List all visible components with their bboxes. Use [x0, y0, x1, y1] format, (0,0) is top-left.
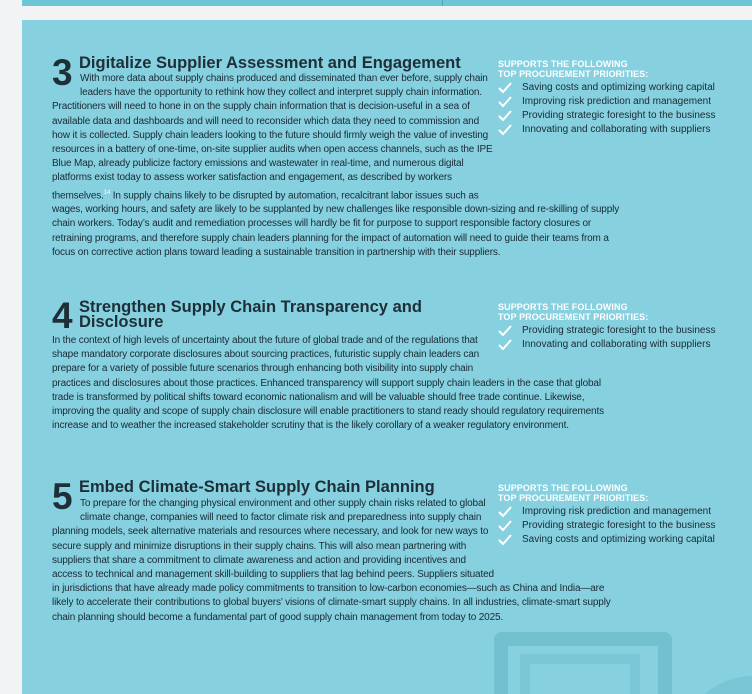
checkmark-icon: [498, 520, 512, 532]
section-5-priorities-heading: [498, 484, 752, 503]
checkmark-icon: [498, 96, 512, 108]
section-3-body-text-continued: In supply chains likely to be disrupted by automation, recalcitrant labor issues such as wages, working hours, and safety are likely to be supplanted by new challenges like responsible down-sizing and re-skilling of supply chain workers. Today’s audit and remediation processes will hardly be fit for purpose to support responsible factory closures or retraining programs, and therefore supply chain leaders planning for the impact of automation will need to guide their teams from a focus on corrective action plans toward leading a sustainable transition in partnership with their suppliers.: [52, 189, 620, 258]
priority-item: [498, 109, 752, 123]
priority-item: [498, 505, 752, 519]
section-5-title: Embed Climate-Smart Supply Chain Planning: [79, 478, 435, 496]
priority-label: Saving costs and optimizing working capital: [522, 534, 715, 545]
priority-label: Providing strategic foresight to the business: [522, 110, 716, 121]
section-3-priorities: [498, 60, 752, 137]
section-5-number: 5: [52, 476, 73, 517]
section-3-priority-list: [498, 81, 752, 137]
priority-label: Innovating and collaborating with suppliers: [522, 124, 711, 135]
previous-page-strip: [22, 0, 752, 6]
priority-item: [498, 95, 752, 109]
footnote-marker: 14: [103, 189, 111, 196]
priority-label: Providing strategic foresight to the business: [522, 520, 716, 531]
priority-item: [498, 519, 752, 533]
priorities-heading-line2: TOP PROCUREMENT PRIORITIES:: [498, 68, 649, 79]
section-4-title-line2: Disclosure: [79, 313, 164, 331]
section-4-priorities-heading: [498, 303, 752, 322]
priority-item: [498, 338, 752, 352]
priority-label: Improving risk prediction and management: [522, 506, 711, 517]
checkmark-icon: [498, 506, 512, 518]
section-4-number: 4: [52, 295, 73, 336]
priorities-heading-line1: SUPPORTS THE FOLLOWING: [498, 302, 628, 312]
priorities-heading-line2: TOP PROCUREMENT PRIORITIES:: [498, 492, 649, 503]
section-4-body-text: In the context of high levels of uncertainty about the future of global trade and of the regulations that shape mandatory corporate disclosures about sourcing practices, futuristic supply chain leaders can prepare for a variety of possible future scenarios through enhancing both visibility into supply chain practices and disclosures about those practices. Enhanced transparency will support supply chain leaders in the case that global trade is transformed by political shifts toward economic nationalism and will be valuable should free trade continue. Likewise, improving the quality and scope of supply chain disclosure will enable practitioners to stand ready should regulatory requirements increase and to weather the increased stakeholder scrutiny that is the likely corollary of a weaker regulatory environment.: [52, 335, 604, 432]
checkmark-icon: [498, 339, 512, 351]
section-3-title: Digitalize Supplier Assessment and Engagement: [79, 54, 461, 72]
section-4-title-line1: Strengthen Supply Chain Transparency and: [79, 298, 422, 316]
section-3-priorities-heading: [498, 60, 752, 79]
priority-item: [498, 123, 752, 137]
checkmark-icon: [498, 124, 512, 136]
priorities-heading-line2: TOP PROCUREMENT PRIORITIES:: [498, 311, 649, 322]
priority-label: Providing strategic foresight to the business: [522, 325, 716, 336]
priority-label: Improving risk prediction and management: [522, 96, 711, 107]
section-3-body-text: With more data about supply chains produced and disseminated than ever before, supply chain leaders have the opportunity to rethink how they collect and interpret supply chain information. Practitioners will need to hone in on the supply chain information that is decision-useful in a sea of available data and dashboards and will need to reconsider which data they need to commission and how it is collected. Supply chain leaders looking to the future should firmly weigh the value of investing resources in a battery of one-time, on-site supplier audits when open access channels, such as the IPE Blue Map, already publicize factory emissions and wastewater in real-time, and numerous digital platforms exist today to assess worker satisfaction and engagement, as described by workers themselves.: [52, 73, 493, 201]
section-3-number: 3: [52, 52, 73, 93]
checkmark-icon: [498, 325, 512, 337]
section-4-priority-list: [498, 324, 752, 352]
section-5-priority-list: [498, 505, 752, 547]
priority-item: [498, 324, 752, 338]
section-5-priorities: [498, 484, 752, 547]
priority-label: Saving costs and optimizing working capital: [522, 82, 715, 93]
section-4-title: [79, 300, 422, 330]
checkmark-icon: [498, 82, 512, 94]
section-5-body-text: To prepare for the changing physical environment and other supply chain risks related to global climate change, companies will need to factor climate risk and preparedness into supply chain planning models, seek alternative materials and resources where necessary, and look for new ways to secure supply and minimize disruptions in their supply chains. This will also mean partnering with suppliers that share a commitment to climate awareness and action and providing incentives and access to technical and management skill-building to suppliers that lag behind peers. Suppliers situated in jurisdictions that have already made policy commitments to transition to low-carbon economies—such as China and India—are likely to accelerate their contributions to global buyers’ visions of climate-smart supply chains. In all industries, climate-smart supply chain planning should become a fundamental part of good supply chain management from today to 2025.: [52, 498, 611, 623]
priority-label: Innovating and collaborating with suppliers: [522, 339, 711, 350]
content-panel: [22, 20, 752, 694]
priorities-heading-line1: SUPPORTS THE FOLLOWING: [498, 483, 628, 493]
decorative-inner-frame: [520, 654, 640, 694]
checkmark-icon: [498, 110, 512, 122]
checkmark-icon: [498, 534, 512, 546]
priorities-heading-line1: SUPPORTS THE FOLLOWING: [498, 59, 628, 69]
priority-item: [498, 81, 752, 95]
decorative-circle: [682, 676, 752, 694]
section-4-priorities: [498, 303, 752, 352]
strip-divider: [442, 0, 443, 6]
priority-item: [498, 533, 752, 547]
